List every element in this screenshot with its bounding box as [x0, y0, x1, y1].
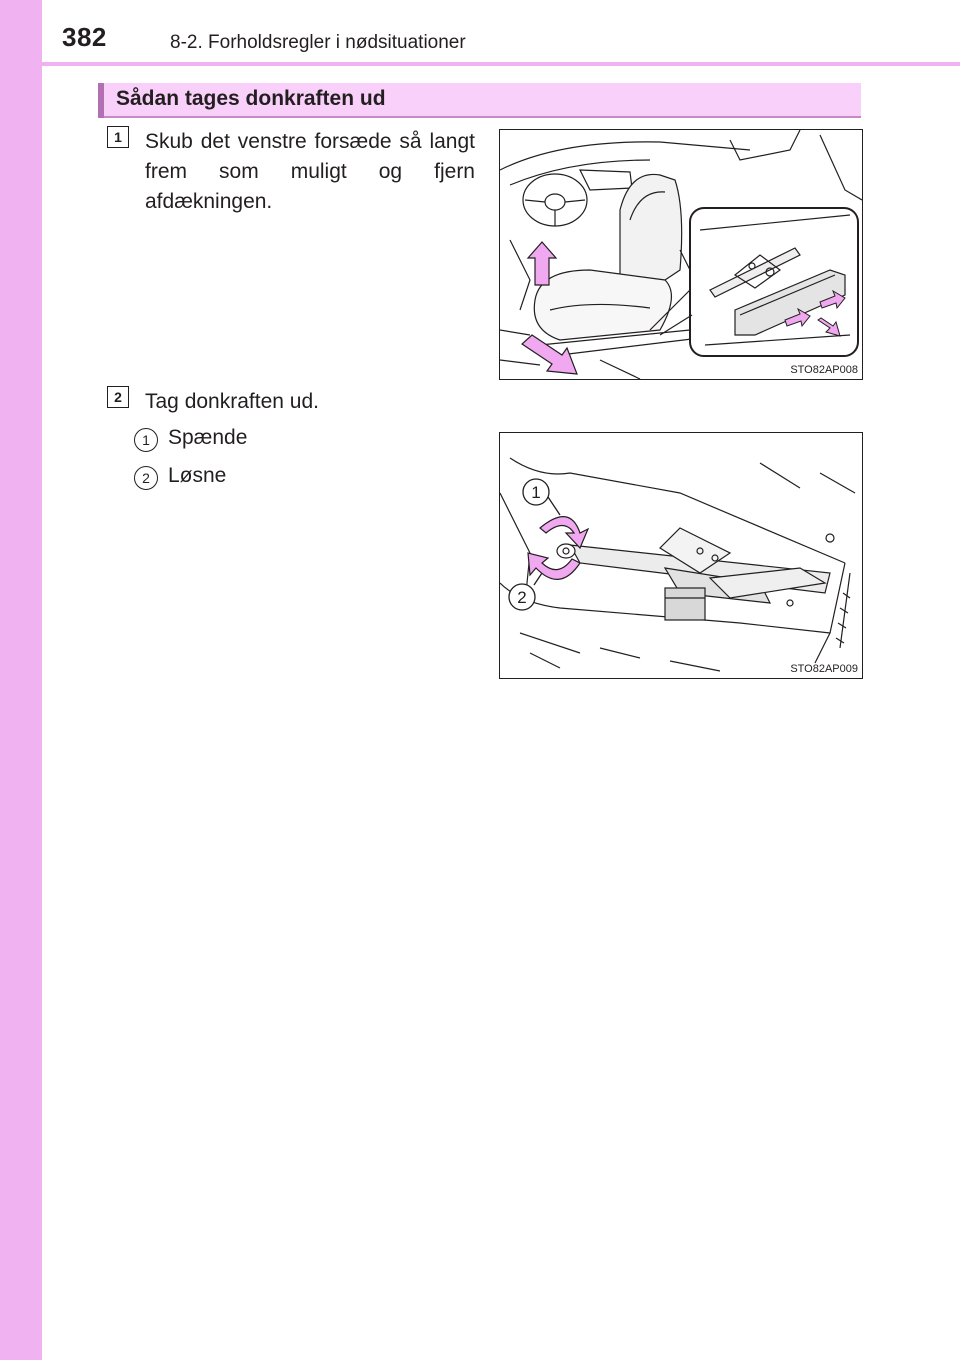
jack-illustration [500, 433, 862, 678]
step-2-text: Tag donkraften ud. [145, 390, 319, 413]
jack-callout-2: 2 [517, 588, 527, 607]
callout-number: 1 [134, 428, 158, 452]
chapter-title: 8-2. Forholdsregler i nødsituationer [170, 32, 466, 53]
figure-jack-removal [499, 432, 863, 679]
seat-cover-illustration [500, 130, 862, 379]
callout-number: 2 [134, 466, 158, 490]
callout-label: Spænde [168, 426, 248, 449]
section-title: Sådan tages donkraften ud [116, 87, 386, 110]
figure-code-1: STO82AP008 [790, 364, 858, 376]
header-rule [42, 62, 960, 66]
section-header [98, 83, 861, 118]
step-1-text: Skub det venstre forsæde så langt frem som muligt og fjern afdækningen. [145, 130, 475, 213]
figure-code-2: STO82AP009 [790, 663, 858, 675]
side-tab-bar [0, 0, 42, 1360]
step-badge-2: 2 [107, 386, 129, 408]
page-number: 382 [62, 22, 107, 52]
callout-label: Løsne [168, 464, 227, 487]
step-badge-1: 1 [107, 126, 129, 148]
jack-callout-1: 1 [531, 483, 541, 502]
figure-seat-cover [499, 129, 863, 380]
